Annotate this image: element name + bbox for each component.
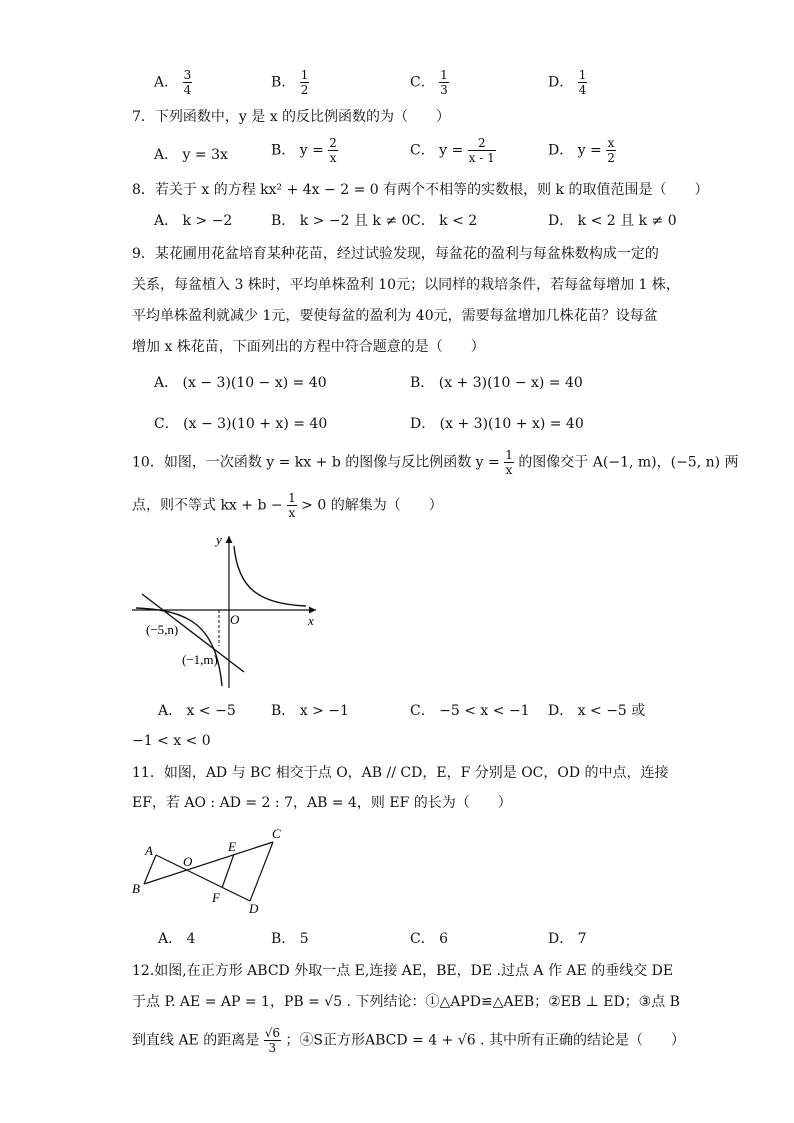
segment-AD xyxy=(156,855,250,901)
q11-option-c: C． 6 xyxy=(410,931,449,947)
y-axis-label: y xyxy=(216,532,222,547)
q8-option-a: A． k > −2 xyxy=(154,213,233,229)
q11-option-a: A． 4 xyxy=(158,931,196,947)
q6-option-a: A． $\frac{3}{4}$ xyxy=(154,68,192,97)
q12-line-2: 于点 P. AE = AP = 1，PB = √5 . 下列结论：①△APD≌△AEB；②EB ⊥ ED；③点 B xyxy=(132,994,680,1010)
q8-option-c: C． k < 2 xyxy=(410,213,478,229)
q8-option-d: D． k < 2 且 k ≠ 0 xyxy=(548,213,677,229)
q9-line-4: 增加 x 株花苗，下面列出的方程中符合题意的是（ ） xyxy=(132,339,485,355)
q9-option-c: C． (x − 3)(10 + x) = 40 xyxy=(154,416,328,432)
q10-line-1: 10．如图，一次函数 y = kx + b 的图像与反比例函数 y = $\frac{1}{x}$ 的图像交于 A(−1, m)，(−5, n) 两 xyxy=(132,448,739,477)
q7-stem: 7．下列函数中，y 是 x 的反比例函数的为（ ） xyxy=(132,109,451,125)
label-B: B xyxy=(132,881,140,896)
q11-option-b: B． 5 xyxy=(271,931,309,947)
label-F: F xyxy=(212,890,220,905)
q7-option-b: B． y = $\frac{2}{x}$ xyxy=(271,136,337,165)
segment-AB xyxy=(144,855,156,884)
q10-function-graph xyxy=(128,528,328,696)
label-E: E xyxy=(228,839,236,854)
q8-option-b: B． k > −2 且 k ≠ 0 xyxy=(271,213,411,229)
q11-geometry-figure xyxy=(128,822,298,918)
segment-EF xyxy=(222,854,234,888)
origin-label: O xyxy=(230,612,240,627)
q11-option-d: D． 7 xyxy=(548,931,587,947)
point-label-minus1-m: (−1,m) xyxy=(182,652,218,667)
q6-d-fraction: $\frac{1}{4}$ xyxy=(578,68,587,97)
q7-option-a: A． y = 3x xyxy=(154,147,228,163)
point-label-minus5-n: (−5,n) xyxy=(146,622,179,637)
q9-line-1: 9．某花圃用花盆培育某种花苗，经过试验发现，每盆花的盈利与每盆株数构成一定的 xyxy=(132,246,659,262)
q12-line-3: 到直线 AE 的距离是 $\frac{√6}{3}$ ；④S正方形ABCD = 4 + √6 . 其中所有正确的结论是（ ） xyxy=(132,1026,685,1055)
q10-option-a: A． x < −5 xyxy=(158,703,236,719)
q6-option-c: C． $\frac{1}{3}$ xyxy=(410,68,448,97)
q10-option-d-continuation: −1 < x < 0 xyxy=(132,733,211,749)
q10-option-d: D． x < −5 或 xyxy=(548,703,646,719)
label-O: O xyxy=(183,854,193,869)
segment-CD xyxy=(250,842,273,901)
q10-option-b: B． x > −1 xyxy=(271,703,349,719)
q9-option-a: A． (x − 3)(10 − x) = 40 xyxy=(154,375,327,391)
q11-line-2: EF，若 AO : AD = 2 : 7，AB = 4，则 EF 的长为（ ） xyxy=(132,795,512,811)
hyperbola-branch-right xyxy=(234,546,306,606)
q9-line-2: 关系，每盆植入 3 株时，平均单株盈利 10元；以同样的栽培条件，若每盆每增加 1 株， xyxy=(132,277,680,293)
segment-BC xyxy=(144,842,273,884)
q6-c-fraction: $\frac{1}{3}$ xyxy=(440,68,448,97)
q6-option-d: D． $\frac{1}{4}$ xyxy=(548,68,587,97)
label-D: D xyxy=(249,901,259,916)
q9-option-b: B． (x + 3)(10 − x) = 40 xyxy=(410,375,583,391)
q10-option-c: C． −5 < x < −1 xyxy=(410,703,530,719)
q10-line-2: 点，则不等式 kx + b − $\frac{1}{x}$ > 0 的解集为（ ） xyxy=(132,491,443,520)
q6-a-fraction: $\frac{3}{4}$ xyxy=(183,68,192,97)
q6-b-fraction: $\frac{1}{2}$ xyxy=(300,68,309,97)
label-A: A xyxy=(145,843,153,858)
x-axis-label: x xyxy=(308,613,314,628)
q12-line-1: 12.如图,在正方形 ABCD 外取一点 E,连接 AE，BE，DE .过点 A 作 AE 的垂线交 DE xyxy=(132,963,674,979)
q8-stem: 8．若关于 x 的方程 kx² + 4x − 2 = 0 有两个不相等的实数根，则 k 的取值范围是（ ） xyxy=(132,182,709,198)
q7-option-c: C． y = $\frac{2}{x - 1}$ xyxy=(410,136,495,165)
hyperbola-branch-left xyxy=(136,608,222,686)
q11-line-1: 11．如图，AD 与 BC 相交于点 O，AB // CD，E，F 分别是 OC，OD 的中点，连接 xyxy=(132,765,669,781)
label-C: C xyxy=(272,826,281,841)
q9-option-d: D． (x + 3)(10 + x) = 40 xyxy=(410,416,584,432)
q7-option-d: D． y = $\frac{x}{2}$ xyxy=(548,136,615,165)
q9-line-3: 平均单株盈利就减少 1元，要使每盆的盈利为 40元，需要每盆增加几株花苗？设每盆 xyxy=(132,308,658,324)
q6-option-b: B． $\frac{1}{2}$ xyxy=(271,68,309,97)
